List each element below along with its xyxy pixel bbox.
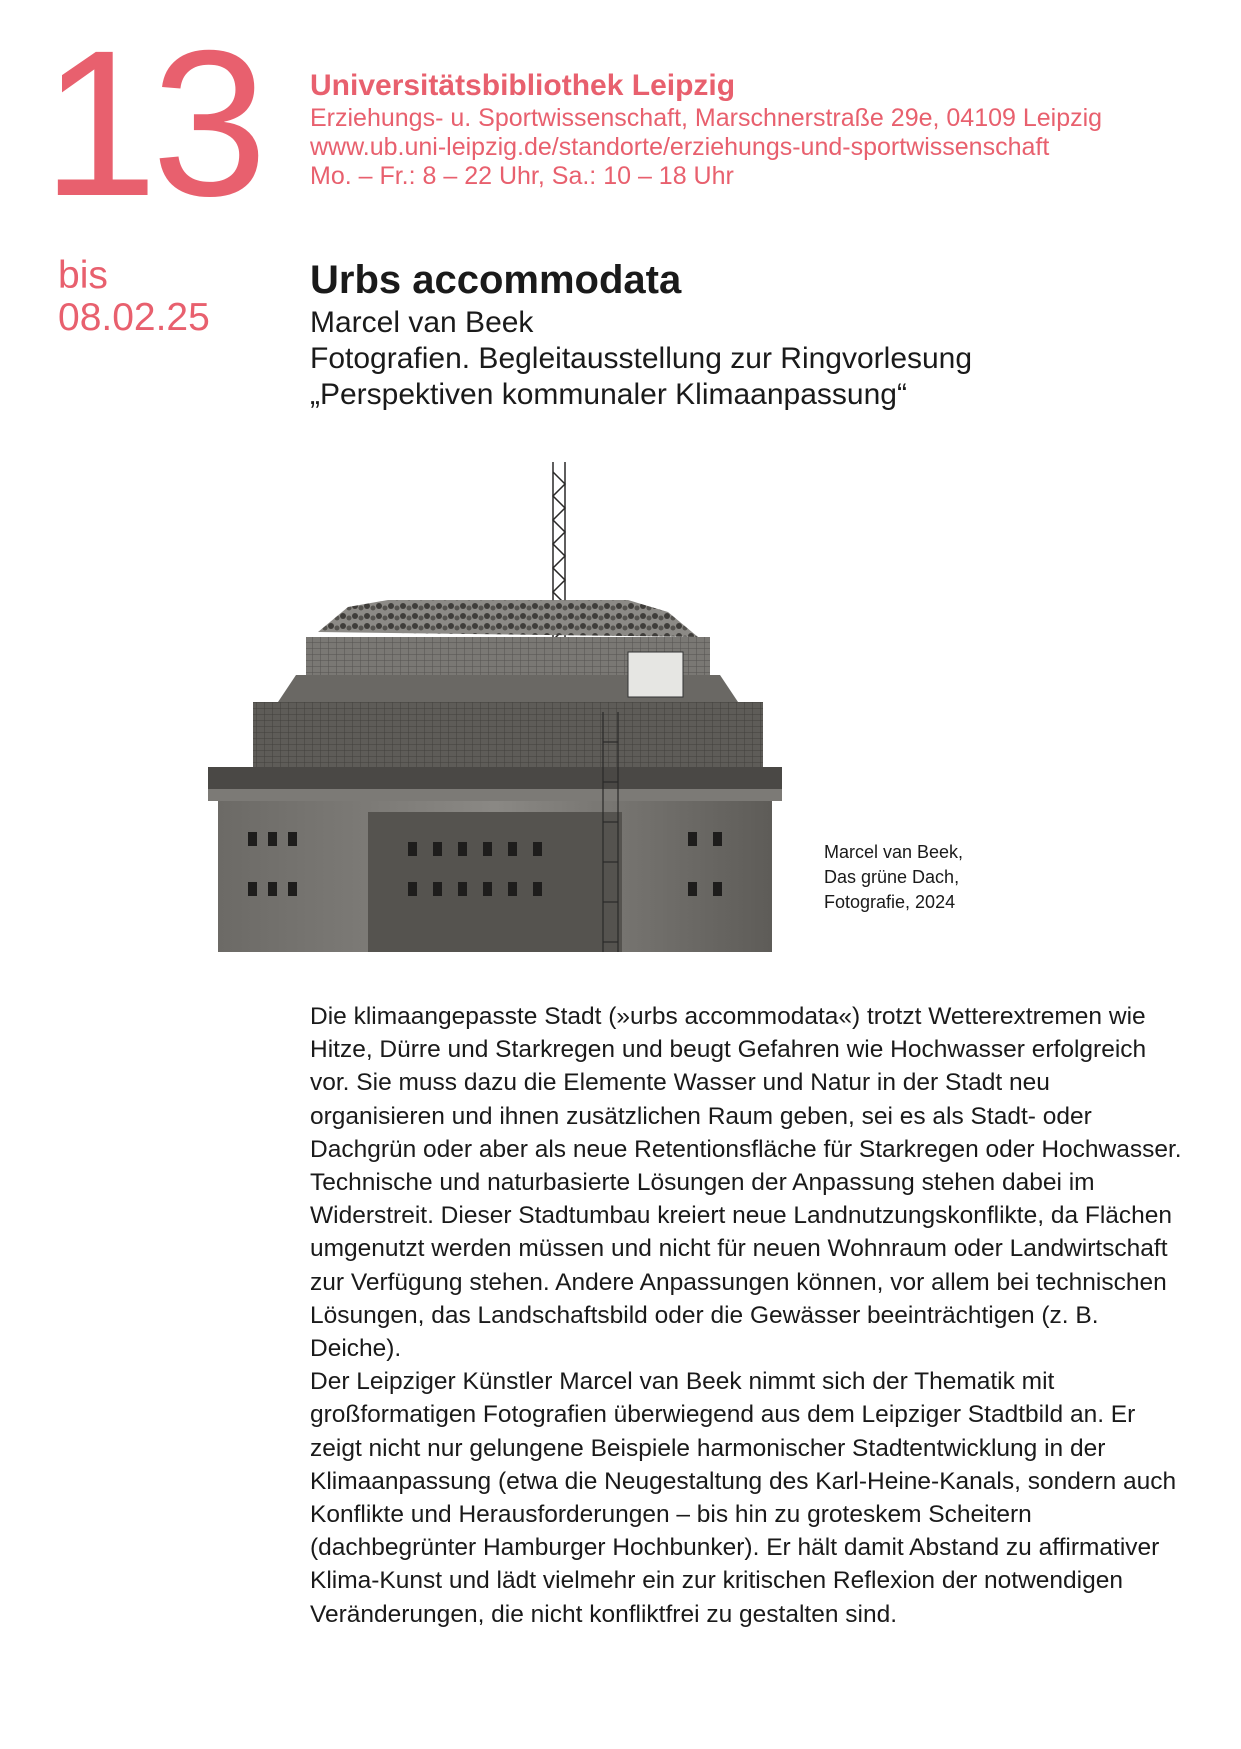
date-block: [58, 255, 210, 339]
caption-line-2: Das grüne Dach,: [824, 867, 960, 887]
venue-address: Erziehungs- u. Sportwissenschaft, Marschnerstraße 29e, 04109 Leipzig: [310, 104, 1103, 132]
venue-name: Universitätsbibliothek Leipzig: [310, 69, 736, 102]
body-paragraph-1: Die klimaangepasste Stadt (»urbs accommodata«) trotzt Wetterextremen wie Hitze, Dürre und Starkregen und beugt Gefahren wie Hochwasser erfolgreich vor. Sie muss dazu die Elemente Wasser und Natur in der Stadt neu organisieren und ihnen zusätzlichen Raum geben, sei es als Stadt- oder Dachgrün oder aber als neue Retentionsfläche für Starkregen oder Hochwasser. Technische und naturbasierte Lösungen der Anpassung stehen dabei im Widerstreit. Dieser Stadtumbau kreiert neue Landnutzungskonflikte, da Flächen umgenutzt werden müssen und nicht für neuen Wohnraum oder Landwirtschaft zur Verfügung stehen. Andere Anpassungen können, vor allem bei technischen Lösungen, das Landschaftsbild oder die Gewässer beeinträchtigen (z. B. Deiche).: [310, 1003, 1182, 1363]
body-paragraph-2: Der Leipziger Künstler Marcel van Beek nimmt sich der Thematik mit großformatigen Fotografien überwiegend aus dem Leipziger Stadtbild an. Er zeigt nicht nur gelungene Beispiele harmonischer Stadtentwicklung in der Klimaanpassung (etwa die Neugestaltung des Karl-Heine-Kanals, sondern auch Konflikte und Herausforderungen – bis hin zu groteskem Scheitern (dachbegrünter Hamburger Hochbunker). Er hält damit Abstand zu affirmativer Klima-Kunst und lädt vielmehr ein zur kritischen Reflexion der notwendigen Veränderungen, die nicht konfliktfrei zu gestalten sind.: [310, 1368, 1177, 1628]
photo-caption: [824, 840, 963, 915]
event-artist: Marcel van Beek: [310, 306, 534, 339]
bunker-photo: [208, 462, 782, 952]
event-title-block: [310, 255, 1190, 413]
caption-line-1: Marcel van Beek,: [824, 842, 964, 862]
venue-hours: Mo. – Fr.: 8 – 22 Uhr, Sa.: 10 – 18 Uhr: [310, 162, 734, 190]
venue-url[interactable]: www.ub.uni-leipzig.de/standorte/erziehungs-und-sportwissenschaft: [310, 133, 1050, 161]
page-number: 13: [42, 8, 262, 240]
date-value: 08.02.25: [58, 296, 210, 339]
body-text: [310, 1000, 1190, 1631]
event-title: Urbs accommodata: [310, 258, 682, 302]
venue-block: [310, 68, 1210, 191]
date-prefix: bis: [58, 254, 108, 297]
event-subtitle-line-2: „Perspektiven kommunaler Klimaanpassung“: [310, 378, 907, 411]
event-subtitle-line-1: Fotografien. Begleitausstellung zur Ringvorlesung: [310, 342, 973, 375]
caption-line-3: Fotografie, 2024: [824, 892, 956, 912]
